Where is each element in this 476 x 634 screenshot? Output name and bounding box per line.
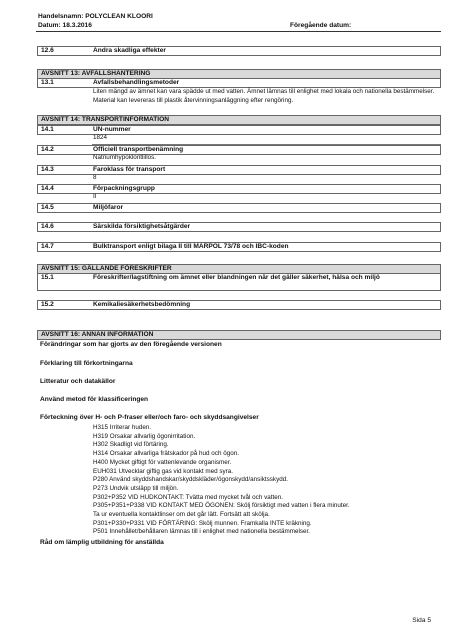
changes-label: Förändringar som har gjorts av den föregående versionen [40, 341, 222, 348]
row-number: 15.2 [41, 301, 54, 308]
phrase-p501: P501 Innehållet/behållaren lämnas till i enlighet med nationella bestämmelser. [93, 528, 311, 536]
literature-label: Litteratur och datakällor [40, 378, 116, 385]
row-12-6 [37, 46, 441, 56]
phrase-h302: H302 Skadligt vid förtäring. [93, 441, 169, 449]
row-number: 14.3 [41, 166, 54, 173]
row-number: 15.1 [41, 274, 54, 281]
row-14-7 [37, 242, 441, 252]
row-title: Föreskrifter/lagstiftning om ämnet eller blandningen när det gäller säkerhet, hälsa och miljö [93, 274, 380, 281]
row-title: Officiell transportbenämning [93, 146, 184, 153]
product-name: Handelsnamn: POLYCLEAN KLOORI [38, 13, 153, 20]
section-15-heading: AVSNITT 15: GÄLLANDE FÖRESKRIFTER [37, 264, 441, 274]
shipping-name-value: Natriumhypokloritlillos. [93, 154, 156, 161]
section-13-heading: AVSNITT 13: AVFALLSHANTERING [37, 69, 441, 79]
phrase-h319: H319 Orsakar allvarlig ögonirritation. [93, 432, 196, 440]
phrase-p301: P301+P330+P331 VID FÖRTÄRING: Skölj munnen. Framkalla INTE kräkning. [93, 519, 312, 527]
phrase-p280: P280 Använd skyddshandskar/skyddskläder/ögonskydd/ansiktsskydd. [93, 476, 288, 484]
row-title: Faroklass för transport [93, 166, 166, 173]
row-number: 14.5 [41, 204, 54, 211]
page-number: Sida 5 [412, 617, 431, 624]
hazard-class-value: 8 [93, 174, 97, 181]
phrase-p302: P302+P352 VID HUDKONTAKT: Tvätta med mycket tvål och vatten. [93, 493, 283, 501]
row-number: 14.6 [41, 223, 54, 230]
row-title: UN-nummer [93, 126, 131, 133]
phrase-p305-cont: Ta ur eventuella kontaktlinser om det går lätt. Fortsätt att skölja. [93, 511, 270, 519]
phrase-p305: P305+P351+P338 VID KONTAKT MED ÖGONEN: Skölj försiktigt med vatten i flera minuter. [93, 502, 350, 510]
row-number: 14.1 [41, 126, 54, 133]
row-number: 14.4 [41, 185, 54, 192]
phrase-p273: P273 Undvik utsläpp till miljön. [93, 484, 179, 492]
previous-date: Föregående datum: [290, 22, 352, 29]
section-16-heading: AVSNITT 16: ANNAN INFORMATION [37, 330, 441, 340]
phrase-euh031: EUH031 Utvecklar giftig gas vid kontakt med syra. [93, 467, 233, 475]
row-title: Särskilda försiktighetsåtgärder [93, 223, 191, 230]
row-title: Kemikaliesäkerhetsbedömning [93, 301, 191, 308]
phrases-label: Förteckning över H- och P-fraser eller/och faro- och skyddsangivelser [40, 414, 259, 421]
phrase-h400: H400 Mycket giftigt för vattenlevande organismer. [93, 458, 232, 466]
row-title: Andra skadliga effekter [93, 47, 166, 54]
training-label: Råd om lämplig utbildning för anställda [40, 539, 164, 546]
classification-method-label: Använd metod för klassificeringen [40, 396, 149, 403]
un-number-value: 1824 [93, 134, 108, 141]
row-title: Bulktransport enligt bilaga II till MARPOL 73/78 och IBC-koden [93, 243, 289, 250]
phrase-list [93, 424, 350, 537]
row-title: Förpackningsgrupp [93, 185, 155, 192]
phrase-h314: H314 Orsakar allvarliga frätskador på hud och ögon. [93, 450, 239, 458]
row-title: Avfallsbehandlingsmetoder [93, 79, 180, 86]
row-15-2 [37, 300, 441, 310]
disposal-text: Liten mängd av ämnet kan vara spädde ut med vatten. Ämnet lämnas till enlighet med lokala och nationella bestämmelser. Material kan levereras till plastik återvinningsanläggning efter rengöring. [93, 88, 435, 104]
header-divider [36, 31, 441, 32]
row-title: Miljöfaror [93, 204, 124, 211]
document-date: Datum: 18.3.2016 [38, 22, 92, 29]
row-number: 14.2 [41, 146, 54, 153]
row-14-6 [37, 222, 441, 232]
packing-group-value: II [93, 193, 97, 200]
row-14-5 [37, 203, 441, 213]
row-number: 14.7 [41, 243, 54, 250]
section-14-heading: AVSNITT 14: TRANSPORTINFORMATION [37, 115, 441, 125]
row-13-1 [37, 78, 441, 88]
row-15-1 [37, 273, 441, 291]
row-number: 13.1 [41, 79, 54, 86]
abbreviations-label: Förklaring till förkortningarna [40, 360, 133, 367]
phrase-h315: H315 Irriterar huden. [93, 424, 152, 431]
row-number: 12.6 [41, 47, 54, 54]
